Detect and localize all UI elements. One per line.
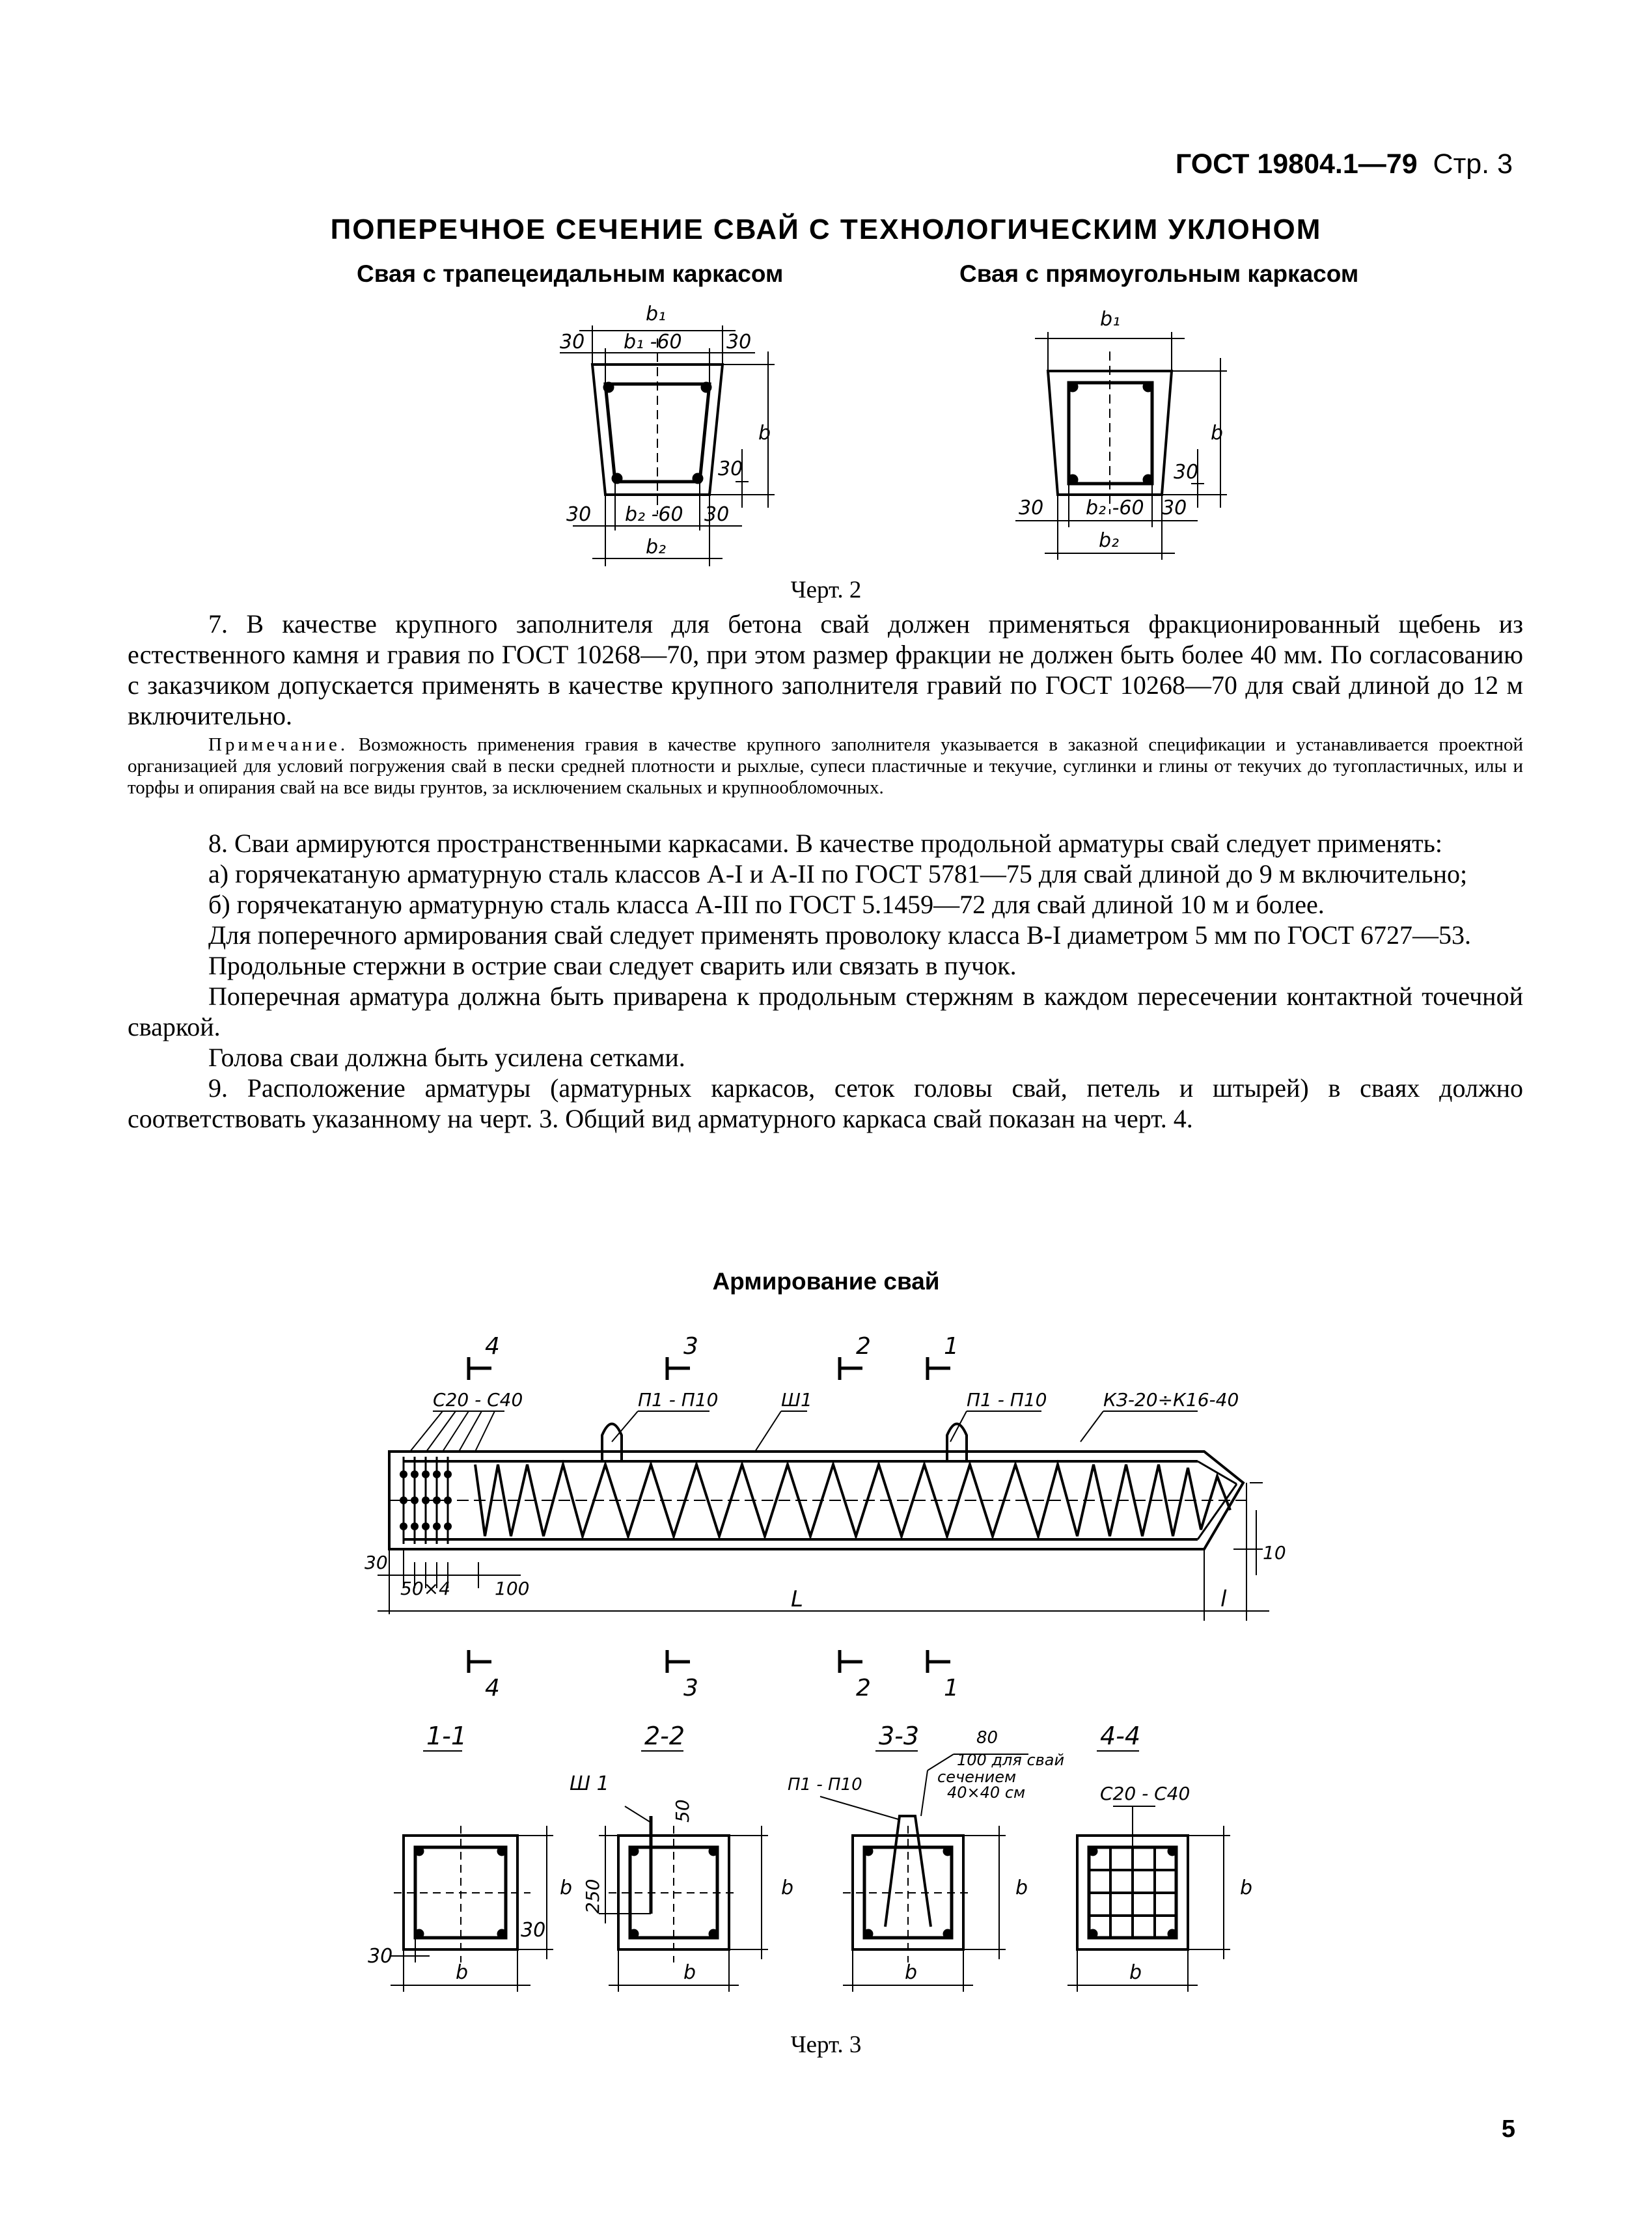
note-label: Примечание. — [208, 734, 349, 755]
paragraph-8d: Продольные стержни в острие сваи следует сварить или связать в пучок. — [208, 951, 1017, 980]
paragraph-9: 9. Расположение арматуры (арматурных каркасов, сеток головы свай, петель и штырей) в сваях должно соответствовать указанному на черт. 3. Общий вид арматурного каркаса свай показан на черт. 4. — [128, 1073, 1523, 1133]
dim-10: 10 — [1263, 1542, 1286, 1563]
sec3-b-vert: b — [1015, 1877, 1028, 1899]
page-label: Стр. 3 — [1433, 148, 1513, 180]
sec2-50: 50 — [672, 1799, 693, 1823]
fig2-right-b: b — [1211, 422, 1224, 445]
fig2-left-b2: b₂ — [646, 536, 667, 558]
fig2-trapezoid-section — [560, 325, 775, 566]
fig2-left-30a: 30 — [560, 331, 585, 353]
sec2-pin: Ш 1 — [570, 1772, 609, 1795]
section-1-1 — [391, 1826, 553, 1992]
mark-top-4: 4 — [485, 1333, 500, 1360]
note-text: Возможность применения гравия в качестве крупного заполнителя указывается в заказной спецификации и устанавливается проектной организацией для условий погружения свай в пески средней плотности и рыхлые, супеси пластичные и текучие, суглинки и глины от текучих до тугопластичных, илы и торфы и опирания свай на все виды грунтов, за исключением скальных и крупнообломочных. — [128, 734, 1524, 798]
fig3-caption: Черт. 3 — [790, 2031, 862, 2058]
paragraph-8a: а) горячекатаную арматурную сталь классов А-I и А-II по ГОСТ 5781—75 для свай длиной до 9 м включительно; — [208, 859, 1468, 888]
sec4-b-horz: b — [1129, 1961, 1142, 1984]
sec3-note-size: 40×40 см — [947, 1783, 1026, 1802]
sec2-b-vert: b — [781, 1877, 794, 1899]
fig2-left-30e: 30 — [704, 503, 730, 526]
fig3-cross-sections — [365, 1718, 1289, 1998]
section-label-1-1: 1-1 — [426, 1722, 467, 1750]
fig2-right-b1: b₁ — [1100, 308, 1121, 331]
dim-l: l — [1220, 1586, 1227, 1612]
callout-loops-2: П1 - П10 — [967, 1389, 1047, 1411]
sec2-b-horz: b — [683, 1961, 696, 1984]
mark-bottom-1: 1 — [944, 1675, 959, 1701]
sec4-b-vert: b — [1240, 1877, 1253, 1899]
dim-50x4: 50×4 — [400, 1578, 450, 1599]
paragraph-8c: Для поперечного армирования свай следует применять проволоку класса В-I диаметром 5 мм по ГОСТ 6727—53. — [208, 920, 1472, 950]
fig2-left-title: Свая с трапецеидальным каркасом — [357, 260, 784, 287]
mark-bottom-4: 4 — [485, 1675, 500, 1701]
mark-top-3: 3 — [683, 1333, 698, 1360]
fig2-left-30d: 30 — [566, 503, 592, 526]
dim-30: 30 — [365, 1552, 388, 1573]
section-label-3-3: 3-3 — [879, 1722, 920, 1750]
sec3-note-section: сечением — [937, 1768, 1017, 1786]
fig2-right-b2: b₂ — [1099, 529, 1120, 552]
sec1-b-vert: b — [560, 1877, 573, 1899]
fig2-left-b1: b₁ — [646, 303, 667, 325]
fig2-left-b1-60: b₁ -60 — [624, 331, 682, 353]
sec1-30-horz: 30 — [368, 1945, 393, 1968]
mark-bottom-2: 2 — [856, 1675, 871, 1701]
sec3-note-80: 80 — [976, 1728, 998, 1748]
fig2-right-b2-60: b₂ -60 — [1086, 497, 1144, 519]
fig2-left-b2-60: b₂ -60 — [625, 503, 683, 526]
mark-top-1: 1 — [944, 1333, 959, 1360]
fig2-caption: Черт. 2 — [790, 577, 862, 603]
note — [128, 734, 1523, 799]
running-header — [1176, 148, 1513, 180]
sec3-note-100: 100 для свай — [957, 1751, 1065, 1769]
page-number: 5 — [1501, 2115, 1515, 2143]
fig2-right-title: Свая с прямоугольным каркасом — [959, 260, 1359, 287]
fig3-longitudinal-drawing — [351, 1315, 1328, 1705]
section-4-4 — [1067, 1806, 1230, 1992]
paragraph-8e: Поперечная арматура должна быть приварена к продольным стержням в каждом пересечении контактной точечной сваркой. — [128, 982, 1523, 1041]
mark-top-2: 2 — [856, 1333, 871, 1360]
callout-pin: Ш1 — [781, 1389, 812, 1411]
fig2-right-30b: 30 — [1019, 497, 1044, 519]
fig2-rectangular-section — [1015, 332, 1227, 560]
fig2-right-30c: 30 — [1162, 497, 1187, 519]
section-title: ПОПЕРЕЧНОЕ СЕЧЕНИЕ СВАЙ С ТЕХНОЛОГИЧЕСКИМ УКЛОНОМ — [330, 213, 1322, 245]
paragraph-8: 8. Сваи армируются пространственными каркасами. В качестве продольной арматуры свай следует применять: а) горячекатаную арматурную сталь классов А-I и А-II по ГОСТ 5781—75 для свай длиной до 9 м включительно; б) горячекатаную арматурную сталь класса А-III по ГОСТ 5.1459—72 для свай длиной 10 м и более. Для поперечного армирования свай следует применять проволоку класса В-I диаметром 5 мм по ГОСТ 6727—53. Продольные стержни в острие сваи следует сварить или связать в пучок. Поперечная арматура должна быть приварена к продольным стержням в каждом пересечении контактной точечной сваркой. Голова сваи должна быть усилена сетками. 9. Расположение арматуры (арматурных каркасов, сеток головы свай, петель и штырей) в сваях должно соответствовать указанному на черт. 3. Общий вид арматурного каркаса свай показан на черт. 4. — [128, 829, 1523, 1133]
fig2-drawing — [534, 299, 1263, 573]
paragraph-8b: б) горячекатаную арматурную сталь класса А-III по ГОСТ 5.1459—72 для свай длиной 10 м и более. — [208, 890, 1325, 919]
doc-number: ГОСТ 19804.1—79 — [1175, 148, 1418, 180]
dim-L: L — [791, 1586, 803, 1612]
sec4-mesh: С20 - С40 — [1100, 1783, 1191, 1804]
sec3-loops: П1 - П10 — [788, 1775, 862, 1795]
section-label-2-2: 2-2 — [644, 1722, 685, 1750]
callout-frames: КЗ-20÷К16-40 — [1103, 1389, 1239, 1411]
fig2-left-30b: 30 — [726, 331, 752, 353]
paragraph-8f: Голова сваи должна быть усилена сетками. — [208, 1043, 685, 1072]
mark-bottom-3: 3 — [683, 1675, 698, 1701]
fig2-right-30a: 30 — [1174, 461, 1199, 484]
callout-loops-1: П1 - П10 — [638, 1389, 719, 1411]
fig2-left-30c: 30 — [718, 458, 743, 480]
dim-100: 100 — [495, 1578, 530, 1599]
sec1-30-vert: 30 — [521, 1919, 546, 1942]
callout-mesh: С20 - С40 — [433, 1389, 523, 1411]
fig3-title: Армирование свай — [712, 1268, 940, 1295]
sec1-b-horz: b — [456, 1961, 469, 1984]
section-label-4-4: 4-4 — [1100, 1722, 1141, 1750]
fig2-left-b: b — [758, 422, 771, 445]
paragraph-7: 7. В качестве крупного заполнителя для бетона свай должен применяться фракционированный щебень из естественного камня и гравия по ГОСТ 10268—70, при этом размер фракции не должен быть более 40 мм. По согласованию с заказчиком допускается применять в качестве крупного заполнителя гравий по ГОСТ 10268—70 для свай длиной до 12 м включительно. — [128, 609, 1523, 730]
sec3-b-horz: b — [905, 1961, 918, 1984]
sec2-250: 250 — [582, 1879, 603, 1914]
